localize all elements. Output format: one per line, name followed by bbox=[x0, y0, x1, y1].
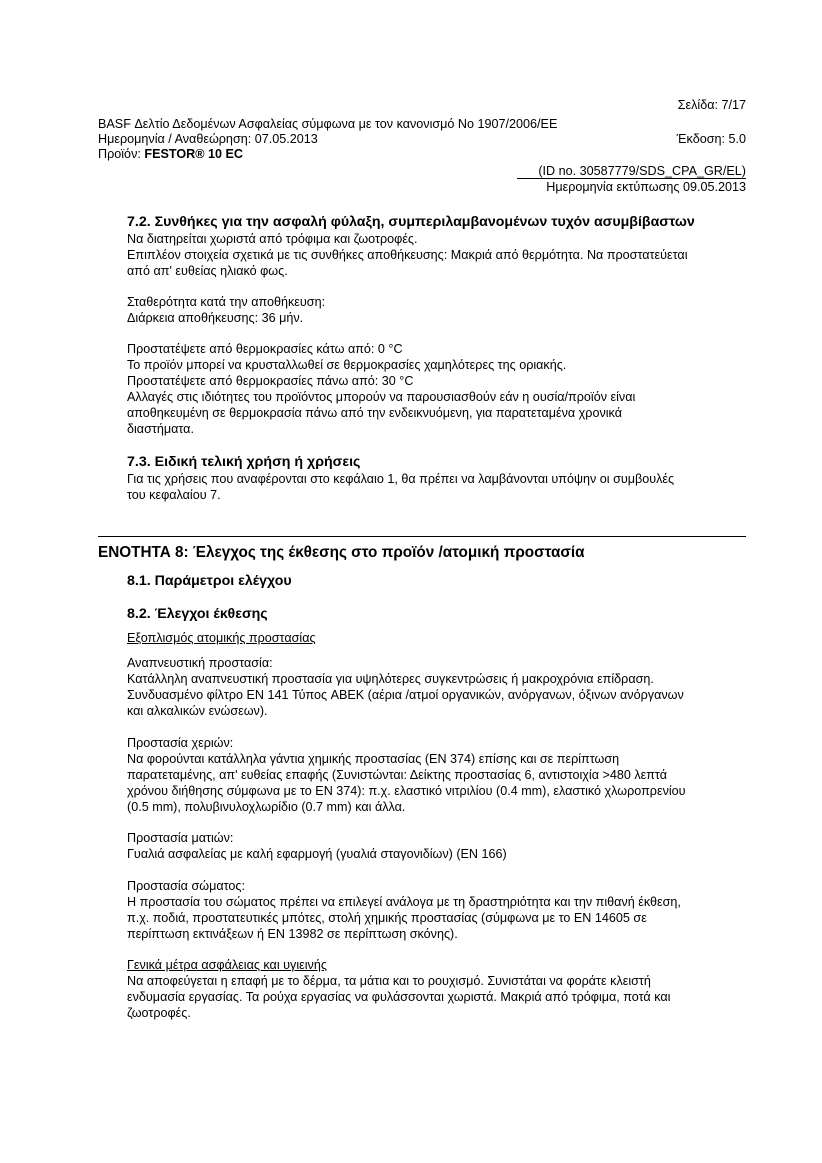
text-line: Να φορούνται κατάλληλα γάντια χημικής προστασίας (EN 374) επίσης και σε περίπτωση bbox=[127, 752, 620, 766]
text-line: Να διατηρείται χωριστά από τρόφιμα και ζωοτροφές. bbox=[127, 232, 418, 246]
text-line: από απ' ευθείας ηλιακό φως. bbox=[127, 264, 288, 278]
revision-date: Ημερομηνία / Αναθεώρηση: 07.05.2013 bbox=[98, 132, 318, 146]
section-8-title: ΕΝΟΤΗΤΑ 8: Έλεγχος της έκθεσης στο προϊόν /ατομική προστασία bbox=[98, 544, 585, 561]
section-rule bbox=[98, 536, 746, 537]
text-line: Γυαλιά ασφαλείας με καλή εφαρμογή (γυαλιά σταγονιδίων) (EN 166) bbox=[127, 847, 507, 861]
text-line: διαστήματα. bbox=[127, 422, 194, 436]
document-title: BASF Δελτίο Δεδομένων Ασφαλείας σύμφωνα με τον κανονισμό Νο 1907/2006/ΕΕ bbox=[98, 117, 558, 131]
text-line: και αλκαλικών ενώσεων). bbox=[127, 704, 268, 718]
text-line: αποθηκευμένη σε θερμοκρασία πάνω από την ενδεικνυόμενη, για παρατεταμένα χρονικά bbox=[127, 406, 622, 420]
section-8-1-title: 8.1. Παράμετροι ελέγχου bbox=[127, 573, 292, 589]
id-number: (ID no. 30587779/SDS_CPA_GR/EL) bbox=[538, 164, 746, 178]
product-line bbox=[98, 147, 243, 162]
text-line: Διάρκεια αποθήκευσης: 36 μήν. bbox=[127, 311, 304, 325]
ppe-heading: Εξοπλισμός ατομικής προστασίας bbox=[127, 631, 316, 645]
version: Έκδοση: 5.0 bbox=[676, 132, 746, 146]
section-7-3-title: 7.3. Ειδική τελική χρήση ή χρήσεις bbox=[127, 454, 361, 470]
text-line: περίπτωση εκτινάξεων ή EN 13982 σε περίπτωση σκόνης). bbox=[127, 927, 458, 941]
hygiene-heading: Γενικά μέτρα ασφάλειας και υγιεινής bbox=[127, 958, 327, 972]
page-number: Σελίδα: 7/17 bbox=[677, 98, 746, 112]
text-line: Η προστασία του σώματος πρέπει να επιλεγεί ανάλογα με τη δραστηριότητα και την πιθανή έκθεση, bbox=[127, 895, 681, 909]
text-line: Συνδυασμένο φίλτρο EN 141 Τύπος ABEK (αέρια /ατμοί οργανικών, ανόργανων, όξινων ανόργανων bbox=[127, 688, 684, 702]
product-label: Προϊόν: bbox=[98, 147, 145, 161]
section-8-2-title: 8.2. Έλεγχοι έκθεσης bbox=[127, 606, 268, 622]
text-line: παρατεταμένης, απ' ευθείας επαφής (Συνιστώνται: Δείκτης προστασίας 6, αντιστοιχία >480 λεπτά bbox=[127, 768, 668, 782]
text-line: Να αποφεύγεται η επαφή με το δέρμα, τα μάτια και το ρουχισμό. Συνιστάται να φοράτε κλειστή bbox=[127, 974, 651, 988]
header-rule bbox=[517, 178, 746, 179]
text-line: Σταθερότητα κατά την αποθήκευση: bbox=[127, 295, 326, 309]
text-line: Προστασία ματιών: bbox=[127, 831, 234, 845]
product-name: FESTOR® 10 EC bbox=[144, 147, 244, 161]
text-line: χρόνου διήθησης σύμφωνα με το EN 374): π.χ. ελαστικό νιτριλίου (0.4 mm), ελαστικό χλωροπρενίου bbox=[127, 784, 686, 798]
print-date: Ημερομηνία εκτύπωσης 09.05.2013 bbox=[546, 180, 746, 194]
section-7-2-title: 7.2. Συνθήκες για την ασφαλή φύλαξη, συμπεριλαμβανομένων τυχόν ασυμβίβαστων bbox=[127, 214, 695, 230]
text-line: Επιπλέον στοιχεία σχετικά με τις συνθήκες αποθήκευσης: Μακριά από θερμότητα. Να προστατεύεται bbox=[127, 248, 688, 262]
text-line: π.χ. ποδιά, προστατευτικές μπότες, στολή χημικής προστασίας (σύμφωνα με το EN 14605 σε bbox=[127, 911, 647, 925]
text-line: Προστατέψετε από θερμοκρασίες πάνω από: 30 °C bbox=[127, 374, 414, 388]
text-line: Αναπνευστική προστασία: bbox=[127, 656, 273, 670]
text-line: Αλλαγές στις ιδιότητες του προϊόντος μπορούν να παρουσιασθούν εάν η ουσία/προϊόν είναι bbox=[127, 390, 636, 404]
text-line: ζωοτροφές. bbox=[127, 1006, 191, 1020]
text-line: του κεφαλαίου 7. bbox=[127, 488, 221, 502]
text-line: Για τις χρήσεις που αναφέρονται στο κεφάλαιο 1, θα πρέπει να λαμβάνονται υπόψην οι συμβουλές bbox=[127, 472, 675, 486]
text-line: Προστατέψετε από θερμοκρασίες κάτω από: 0 °C bbox=[127, 342, 403, 356]
text-line: Κατάλληλη αναπνευστική προστασία για υψηλότερες συγκεντρώσεις ή μακροχρόνια επίδραση. bbox=[127, 672, 654, 686]
text-line: (0.5 mm), πολυβινυλοχλωρίδιο (0.7 mm) και άλλα. bbox=[127, 800, 406, 814]
text-line: Προστασία σώματος: bbox=[127, 879, 245, 893]
text-line: ενδυμασία εργασίας. Τα ρούχα εργασίας να φυλάσσονται χωριστά. Μακριά από τρόφιμα, ποτά και bbox=[127, 990, 671, 1004]
text-line: Προστασία χεριών: bbox=[127, 736, 234, 750]
text-line: Το προϊόν μπορεί να κρυσταλλωθεί σε θερμοκρασίες χαμηλότερες της οριακής. bbox=[127, 358, 567, 372]
